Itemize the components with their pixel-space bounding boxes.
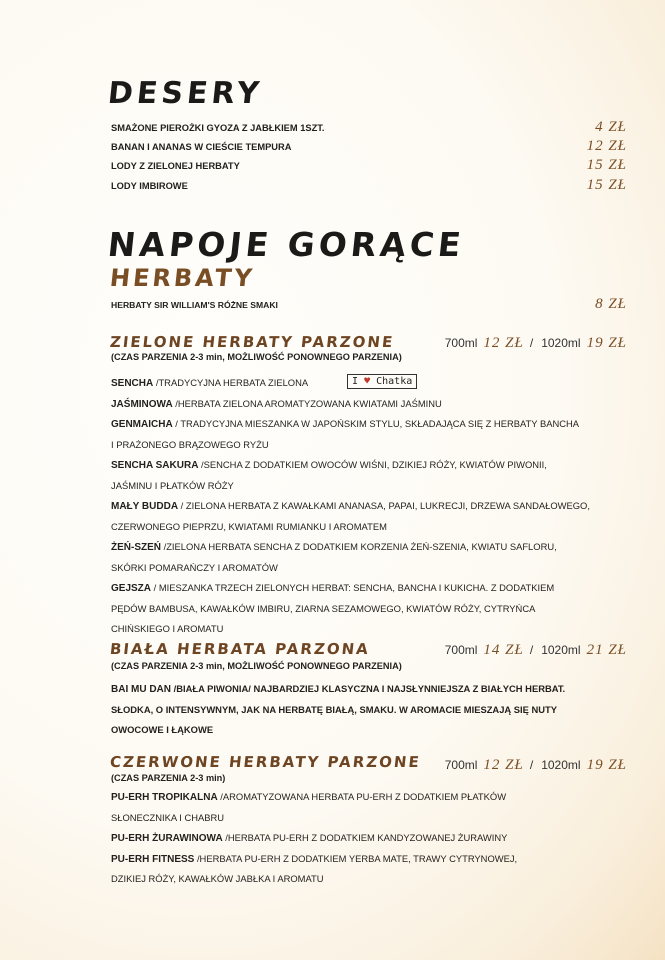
- desc-line: [111, 537, 590, 558]
- tea-desc: /AROMATYZOWANA HERBATA PU-ERH Z DODATKIEM PŁATKÓW: [217, 791, 507, 802]
- tea-desc: /HERBATA PU-ERH Z DODATKIEM KANDYZOWANEJ ŻURAWINY: [222, 832, 508, 843]
- separator: /: [529, 643, 534, 657]
- tea-desc: SŁODKA, O INTENSYWNYM, JAK NA HERBATĘ BIAŁĄ, SMAKU. W AROMACIE MIESZAJĄ SIĘ NUTY: [111, 703, 558, 715]
- tea-desc: /BIAŁA PIWONIA/ NAJBARDZIEJ KLASYCZNA I NAJSŁYNNIEJSZA Z BIAŁYCH HERBAT.: [171, 683, 566, 694]
- desc-line: [111, 517, 590, 538]
- tea-name: JAŚMINOWA: [111, 398, 173, 410]
- tea-desc: DZIKIEJ RÓŻY, KAWAŁKÓW JABŁKA I AROMATU: [111, 873, 324, 884]
- biala-note: (CZAS PARZENIA 2-3 min, MOŻLIWOŚĆ PONOWNEGO PARZENIA): [111, 661, 402, 671]
- desc-line: [111, 599, 590, 620]
- tea-name: SENCHA SAKURA: [111, 460, 199, 471]
- tea-desc: CHIŃSKIEGO I AROMATU: [111, 623, 224, 634]
- zielone-prices: [445, 335, 627, 352]
- tea-name: GEJSZA: [111, 583, 152, 594]
- tea-name: PU-ERH ŻURAWINOWA: [111, 833, 223, 844]
- badge-i: I: [352, 376, 359, 387]
- tea-desc: /HERBATA PU-ERH Z DODATKIEM YERBA MATE, TRAWY CYTRYNOWEJ,: [194, 852, 518, 864]
- zielone-description: [111, 373, 590, 640]
- volume-1020: 1020ml: [541, 643, 581, 657]
- tea-desc: /ZIELONA HERBATA SENCHA Z DODATKIEM KORZENIA ŻEŃ-SZENIA, KWIATU SAFLORU,: [161, 541, 557, 552]
- desc-line: [111, 808, 517, 829]
- tea-desc: PĘDÓW BAMBUSA, KAWAŁKÓW IMBIRU, ZIARNA SEZAMOWEGO, KWIATÓW RÓŻY, CYTRYŃCA: [111, 602, 536, 614]
- separator: /: [529, 336, 534, 350]
- tea-desc: /TRADYCYJNA HERBATA ZIELONA: [153, 377, 309, 388]
- tea-desc: CZERWONEGO PIEPRZU, KWIATAMI RUMIANKU I AROMATEM: [111, 520, 387, 532]
- price-1020: 19 ZŁ: [586, 757, 627, 773]
- desc-line: [111, 435, 590, 456]
- desc-line: [111, 476, 590, 497]
- herbaty-line-price: 8 ZŁ: [595, 296, 627, 312]
- desc-line: [111, 849, 517, 870]
- desery-item-price: 15 ZŁ: [586, 157, 627, 173]
- price-700: 14 ZŁ: [483, 642, 524, 658]
- price-1020: 21 ZŁ: [586, 642, 627, 658]
- desc-line: [111, 455, 590, 476]
- volume-700: 700ml: [444, 336, 478, 350]
- tea-name: SENCHA: [111, 378, 154, 389]
- tea-desc: / ZIELONA HERBATA Z KAWAŁKAMI ANANASA, PAPAI, LUKRECJI, DRZEWA SANDAŁOWEGO,: [178, 500, 590, 511]
- tea-name: PU-ERH TROPIKALNA: [111, 792, 218, 803]
- desc-line: [111, 394, 590, 415]
- desc-line: [111, 496, 590, 517]
- tea-name: GENMAICHA: [111, 419, 173, 430]
- desc-line: [111, 578, 590, 599]
- separator: /: [529, 758, 534, 772]
- desc-line: [111, 787, 517, 808]
- volume-1020: 1020ml: [541, 336, 581, 350]
- czerwone-note: (CZAS PARZENIA 2-3 min): [111, 773, 226, 783]
- tea-name: PU-ERH FITNESS: [111, 853, 195, 865]
- desc-line: [111, 414, 590, 435]
- desc-line: [111, 619, 590, 640]
- tea-desc: OWOCOWE I ŁĄKOWE: [111, 724, 214, 735]
- desery-item-name: SMAŻONE PIEROŻKI GYOZA Z JABŁKIEM 1SZT.: [111, 123, 325, 133]
- herbaty-line-name: HERBATY SIR WILLIAM'S RÓŻNE SMAKI: [111, 300, 278, 310]
- desc-line: [111, 869, 517, 890]
- desery-item-price: 12 ZŁ: [586, 138, 627, 154]
- zielone-note: (CZAS PARZENIA 2-3 min, MOŻLIWOŚĆ PONOWNEGO PARZENIA): [111, 352, 402, 362]
- czerwone-prices: [445, 757, 627, 774]
- desery-title: DESERY: [106, 76, 265, 111]
- tea-desc: JAŚMINU I PŁATKÓW RÓŻY: [111, 479, 234, 491]
- herbaty-subtitle: HERBATY: [108, 264, 257, 292]
- tea-desc: I PRAŻONEGO BRĄZOWEGO RYŻU: [111, 438, 269, 450]
- tea-desc: /SENCHA Z DODATKIEM OWOCÓW WIŚNI, DZIKIEJ RÓŻY, KWIATÓW PIWONII,: [198, 459, 547, 470]
- tea-desc: / MIESZANKA TRZECH ZIELONYCH HERBAT: SENCHA, BANCHA I KUKICHA. Z DODATKIEM: [151, 582, 555, 593]
- tea-desc: /HERBATA ZIELONA AROMATYZOWANA KWIATAMI JAŚMINU: [172, 397, 442, 409]
- desc-line: [111, 373, 590, 394]
- volume-700: 700ml: [444, 758, 478, 772]
- heart-icon: ♥: [364, 376, 371, 387]
- volume-700: 700ml: [444, 643, 478, 657]
- desc-line: [111, 558, 590, 579]
- czerwone-title: CZERWONE HERBATY PARZONE: [109, 753, 422, 771]
- desery-item-price: 4 ZŁ: [595, 119, 627, 135]
- napoje-title: NAPOJE GORĄCE: [105, 225, 467, 264]
- biala-title: BIAŁA HERBATA PARZONA: [109, 640, 371, 658]
- desc-line: [111, 828, 517, 849]
- price-700: 12 ZŁ: [483, 757, 524, 773]
- volume-1020: 1020ml: [541, 758, 581, 772]
- desery-item-price: 15 ZŁ: [586, 177, 627, 193]
- biala-prices: [445, 642, 627, 659]
- tea-name: ŻEŃ-SZEŃ: [111, 542, 161, 553]
- desery-item-name: LODY IMBIROWE: [111, 181, 188, 191]
- price-700: 12 ZŁ: [483, 335, 524, 351]
- tea-desc: SKÓRKI POMARAŃCZY I AROMATÓW: [111, 561, 278, 573]
- tea-desc: / TRADYCYJNA MIESZANKA W JAPOŃSKIM STYLU, SKŁADAJĄCA SIĘ Z HERBATY BANCHA: [172, 418, 580, 429]
- czerwone-description: [111, 787, 517, 890]
- zielone-title: ZIELONE HERBATY PARZONE: [109, 333, 396, 351]
- desc-line: [111, 700, 565, 721]
- desc-line: [111, 720, 565, 741]
- desery-item-name: BANAN I ANANAS W CIEŚCIE TEMPURA: [111, 142, 292, 152]
- desery-item-name: LODY Z ZIELONEJ HERBATY: [111, 161, 240, 171]
- tea-name: MAŁY BUDDA: [111, 501, 179, 512]
- tea-name: BAI MU DAN: [111, 684, 171, 695]
- desc-line: [111, 679, 565, 700]
- badge-word: Chatka: [376, 376, 413, 387]
- tea-desc: SŁONECZNIKA I CHABRU: [111, 811, 225, 823]
- biala-description: [111, 679, 565, 741]
- price-1020: 19 ZŁ: [586, 335, 627, 351]
